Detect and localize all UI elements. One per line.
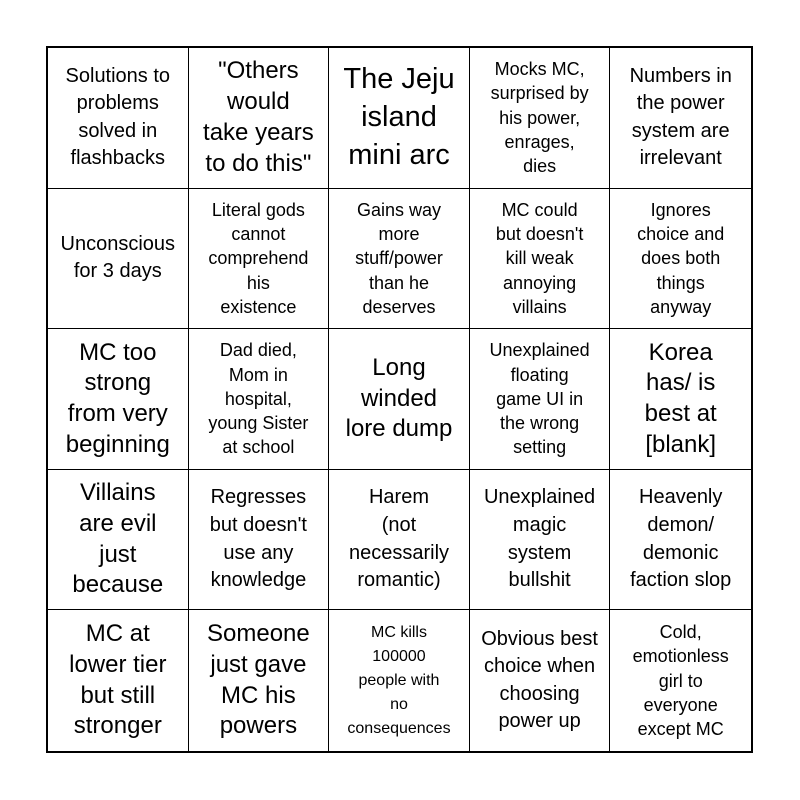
bingo-cell-r1-c2[interactable]: "Others would take years to do this"	[189, 48, 330, 189]
bingo-cell-r3-c2[interactable]: Dad died, Mom in hospital, young Sister at school	[189, 329, 330, 470]
bingo-cell-r2-c5[interactable]: Ignores choice and does both things anyway	[610, 189, 751, 330]
bingo-cell-r3-c3[interactable]: Long winded lore dump	[329, 329, 470, 470]
bingo-cell-r5-c1[interactable]: MC at lower tier but still stronger	[48, 610, 189, 751]
bingo-cell-r4-c4[interactable]: Unexplained magic system bullshit	[470, 470, 611, 611]
bingo-cell-r5-c3[interactable]: MC kills 100000 people with no consequences	[329, 610, 470, 751]
bingo-cell-r2-c4[interactable]: MC could but doesn't kill weak annoying villains	[470, 189, 611, 330]
bingo-cell-r2-c3[interactable]: Gains way more stuff/power than he deserves	[329, 189, 470, 330]
bingo-cell-r5-c2[interactable]: Someone just gave MC his powers	[189, 610, 330, 751]
bingo-cell-r4-c5[interactable]: Heavenly demon/ demonic faction slop	[610, 470, 751, 611]
bingo-cell-r1-c1[interactable]: Solutions to problems solved in flashbacks	[48, 48, 189, 189]
bingo-cell-r2-c2[interactable]: Literal gods cannot comprehend his existence	[189, 189, 330, 330]
bingo-cell-r4-c2[interactable]: Regresses but doesn't use any knowledge	[189, 470, 330, 611]
bingo-cell-r1-c4[interactable]: Mocks MC, surprised by his power, enrages, dies	[470, 48, 611, 189]
bingo-cell-r5-c5[interactable]: Cold, emotionless girl to everyone except MC	[632, 621, 729, 740]
bingo-cell-r4-c3[interactable]: Harem (not necessarily romantic)	[329, 470, 470, 611]
bingo-cell-r3-c4[interactable]: Unexplained floating game UI in the wrong setting	[470, 329, 611, 470]
bingo-cell-r2-c1[interactable]: Unconscious for 3 days	[48, 189, 189, 330]
bingo-cell-r5-c4[interactable]: Obvious best choice when choosing power up	[470, 610, 611, 751]
bingo-board	[46, 46, 753, 753]
bingo-cell-r4-c1[interactable]: Villains are evil just because	[48, 470, 189, 611]
bingo-cell-r1-c3[interactable]: The Jeju island mini arc	[329, 48, 470, 189]
bingo-cell-r3-c1[interactable]: MC too strong from very beginning	[48, 329, 189, 470]
bingo-cell-r1-c5[interactable]: Numbers in the power system are irrelevant	[610, 48, 751, 189]
bingo-cell-r3-c5[interactable]: Korea has/ is best at [blank]	[610, 329, 751, 470]
